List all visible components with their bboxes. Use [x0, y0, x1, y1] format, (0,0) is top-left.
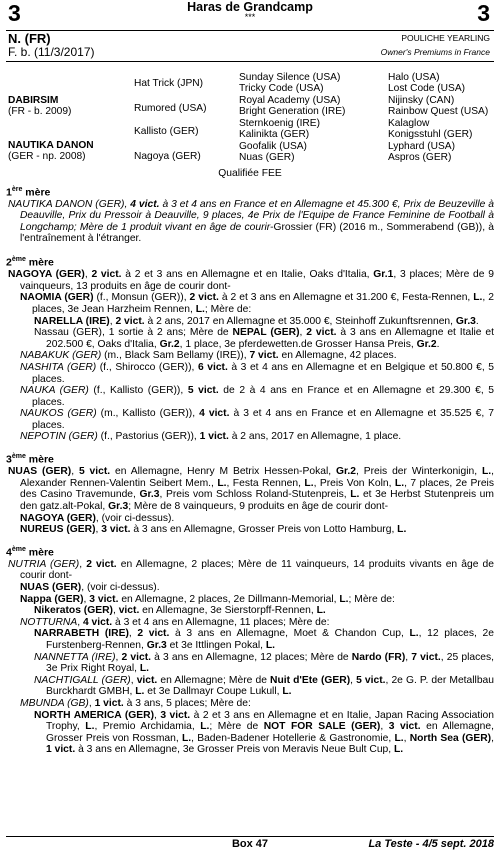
second-dam-text: NAGOYA (GER), 2 vict. à 2 et 3 ans en Allemagne et en Italie, Oaks d'Italia, Gr.1, 3 places; Mère de 9 vainqueurs, 13 produits en âge de courir dont- — [8, 269, 494, 292]
produce-nepotin: NEPOTIN (GER) (f., Pastorius (GER)), 1 vict. à 2 ans, 2017 en Allemagne, 1 place. — [20, 431, 402, 443]
section-first-dam: 1ère mère — [6, 185, 51, 199]
produce-mbunda: MBUNDA (GB), 1 vict. à 3 ans, 5 places; Mère de: — [20, 697, 251, 709]
produce-nashita: NASHITA (GER) (f., Shirocco (GER)), 6 vict. à 3 et 4 ans en Allemagne et en Belgique et 50.800 €, 5 places. — [20, 361, 494, 385]
gen2-dam-sire: Kallisto (GER) — [134, 126, 199, 137]
produce-north-america: NORTH AMERICA (GER), 3 vict. à 2 et 3 ans en Allemagne et en Italie, Japan Racing Association Trophy, L., Premio Archidamia, L.; Mère de NOT FOR SALE (GER), 3 vict. en Allemagne, Grosser Preis von Rossman, L., Baden-Badener Hotellerie & Gastronomie, L., North Sea (GER), 1 vict. à 3 ans en Allemagne, 3e Grosser Preis von Meravis Neue Bult Cup, L. — [34, 709, 494, 756]
consignor-name: Haras de Grandcamp — [187, 0, 313, 14]
gen3-1: Sunday Silence (USA) — [239, 72, 341, 83]
gen3-3: Royal Academy (USA) — [239, 95, 341, 106]
horse-header — [6, 31, 494, 61]
sire-info: (FR - b. 2009) — [8, 106, 72, 117]
produce-naomia: NAOMIA (GER) (f., Monsun (GER)), 2 vict. à 2 et 3 ans en Allemagne et 31.200 €, Festa-Rennen, L., 2 places, 3e Jean Harzheim Rennen, L.; Mère de: — [20, 292, 494, 315]
qualified-label: Qualifiée FEE — [218, 168, 282, 179]
produce-nikeratos: Nikeratos (GER), vict. en Allemagne, 3e Sierstorpff-Rennen, L. — [34, 605, 326, 617]
gen3-4: Bright Generation (IRE) — [239, 106, 346, 117]
produce-nachtigall: NACHTIGALL (GER), vict. en Allemagne; Mère de Nuit d'Ete (GER), 5 vict., 2e G. P. der Metallbau Burckhardt GMBH, L. et 3e Dallmayr Coupe Lukull, L. — [34, 674, 495, 698]
lot-number-right: 3 — [477, 0, 490, 26]
first-dam-text: NAUTIKA DANON (GER), 4 vict. à 3 et 4 ans en France et en Allemagne et 45.300 €, Prix de Beuzeville à Deauville, Prix du Pressoir à Deauville, 9 places, 4e Prix de l'Equipe de France Feminine de Football à Longchamp; Mère de 1 produit vivant en âge de courir-Grossier (FR) (2016 m., Sommerabend (GB)), à l'entraînement à l'étranger. — [8, 198, 495, 245]
gen4-4: Rainbow Quest (USA) — [388, 106, 489, 117]
gen3-2: Tricky Code (USA) — [239, 83, 324, 94]
pedigree-table — [6, 62, 494, 164]
dam-info: (GER - np. 2008) — [8, 151, 86, 162]
box-number: Box 47 — [231, 838, 269, 850]
section-fourth-dam: 4ème mère — [6, 545, 54, 559]
produce-notturna: NOTTURNA, 4 vict. à 3 et 4 ans en Allemagne, 11 places; Mère de: — [20, 616, 330, 628]
produce-nassau: Nassau (GER), 1 sortie à 2 ans; Mère de NEPAL (GER), 2 vict. à 3 ans en Allemagne et Italie et 202.500 €, Oaks d'Italia, Gr.2, 1 place, 3e pferdewetten.de Grosser Hansa Preis, Gr.2. — [34, 327, 494, 350]
owners-premium: Owner's Premiums in France — [380, 47, 490, 57]
lot-number-left: 3 — [8, 0, 21, 26]
gen4-2: Lost Code (USA) — [388, 83, 466, 94]
gen4-1: Halo (USA) — [388, 72, 440, 83]
produce-nagoya: NAGOYA (GER), (voir ci-dessus). — [20, 512, 175, 524]
gen4-7: Lyphard (USA) — [388, 141, 455, 152]
section-third-dam: 3ème mère — [6, 453, 54, 466]
produce-narrabeth: NARRABETH (IRE), 2 vict. à 3 ans en Allemagne, Moet & Chandon Cup, L., 12 places, 2e Furstenberg-Rennen, Gr.3 et 3e Ittlingen Pokal, L. — [34, 628, 494, 651]
gen4-8: Aspros (GER) — [388, 152, 452, 163]
sex-label: POULICHE YEARLING — [401, 33, 490, 43]
fourth-dam-text: NUTRIA (GER), 2 vict. en Allemagne, 2 places; Mère de 11 vainqueurs, 14 produits vivants en âge de courir dont- — [8, 558, 495, 582]
page-footer — [6, 836, 494, 853]
gen4-5: Kalaglow — [388, 118, 430, 129]
produce-nuas: NUAS (GER), (voir ci-dessus). — [20, 582, 160, 593]
gen4-6: Konigsstuhl (GER) — [388, 129, 473, 140]
produce-naukos: NAUKOS (GER) (m., Kallisto (GER)), 4 vict. à 3 et 4 ans en France et en Allemagne et 35.525 €, 7 places. — [20, 408, 494, 431]
dam-name: NAUTIKA DANON — [8, 140, 94, 151]
gen3-8: Nuas (GER) — [239, 152, 295, 163]
third-dam-text: NUAS (GER), 5 vict. en Allemagne, Henry M Betrix Hessen-Pokal, Gr.2, Preis der Winterkonigin, L., Alexander Rennen-Valentin Seibert Mem., L., Festa Rennen, L., Preis Von Koln, L., 7 places, 2e Preis des Casino Travemunde, Gr.3, Preis vom Schloss Roland-Stutenpreis, L. et 3e Herbst Stutenpreis um den gatz.alt-Pokal, Gr.3; Mère de 8 vainqueurs, 9 produits en âge de courir dont- — [8, 466, 494, 512]
produce-nannetta: NANNETTA (IRE), 2 vict. à 3 ans en Allemagne, 12 places; Mère de Nardo (FR), 7 vict., 25 places, 3e Prix Right Royal, L. — [34, 651, 494, 675]
produce-nappa: Nappa (GER), 3 vict. en Allemagne, 2 places, 2e Dillmann-Memorial, L.; Mère de: — [20, 593, 395, 605]
horse-name: N. (FR) — [8, 31, 51, 46]
catalogue-page — [6, 0, 494, 756]
sire-name: DABIRSIM — [8, 95, 59, 106]
produce-nauka: NAUKA (GER) (f., Kallisto (GER)), 5 vict. de 2 à 4 ans en France et en Allemagne et 29.300 €, 5 places. — [20, 385, 494, 408]
gen3-7: Goofalik (USA) — [239, 141, 307, 152]
gen2-sire-dam: Rumored (USA) — [134, 103, 207, 114]
page-top — [6, 0, 494, 30]
horse-color-birth: F. b. (11/3/2017) — [8, 45, 95, 59]
gen4-3: Nijinsky (CAN) — [388, 95, 455, 106]
gen2-sire-sire: Hat Trick (JPN) — [134, 78, 204, 89]
gen2-dam-dam: Nagoya (GER) — [134, 151, 201, 162]
consignor-stars: *** — [244, 12, 256, 22]
gen3-6: Kalinikta (GER) — [239, 129, 310, 140]
produce-nabakuk: NABAKUK (GER) (m., Black Sam Bellamy (IRE)), 7 vict. en Allemagne, 42 places. — [20, 350, 397, 362]
sale-location-date: La Teste - 4/5 sept. 2018 — [368, 838, 494, 850]
gen3-5: Sternkoenig (IRE) — [239, 118, 320, 129]
produce-nureus: NUREUS (GER), 3 vict. à 3 ans en Allemagne, Grosser Preis von Lotto Hamburg, L. — [20, 524, 407, 536]
produce-narella: NARELLA (IRE), 2 vict. à 2 ans, 2017 en Allemagne et 35.000 €, Steinhoff Zukunftsrennen, Gr.3. — [34, 315, 479, 327]
section-second-dam: 2ème mère — [6, 256, 54, 269]
